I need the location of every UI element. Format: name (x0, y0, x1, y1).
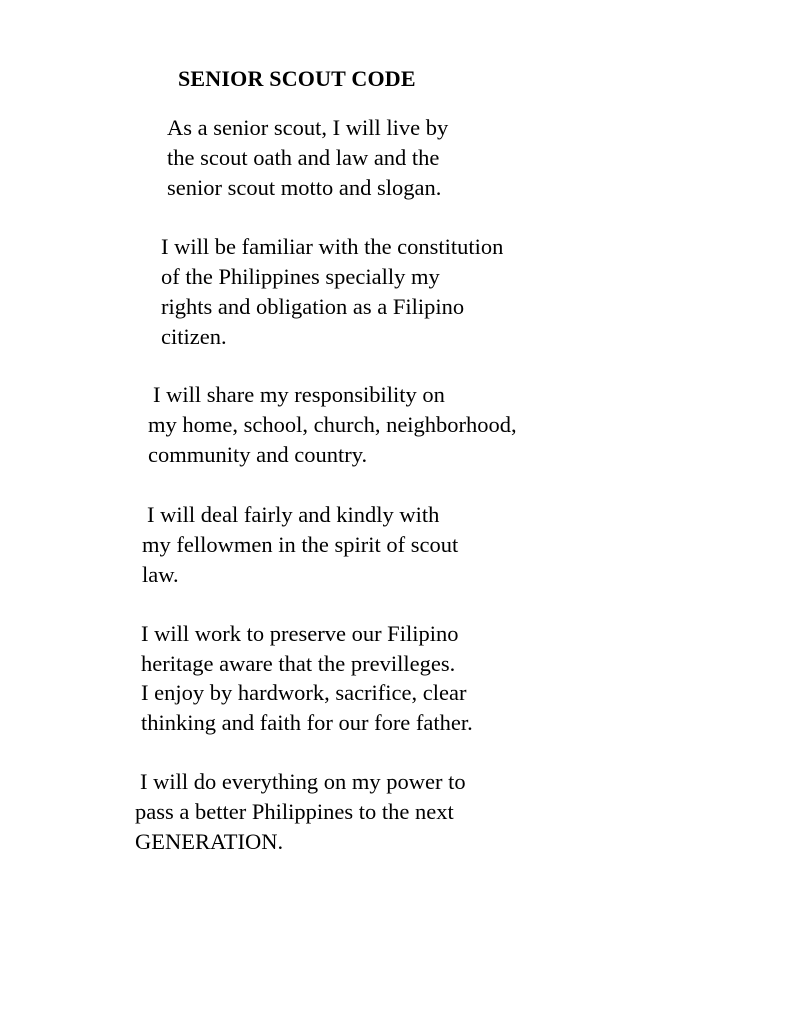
paragraph-5-line-4: thinking and faith for our fore father. (141, 710, 473, 735)
paragraph-1-line-3: senior scout motto and slogan. (167, 175, 442, 200)
paragraph-3-line-2: my home, school, church, neighborhood, (148, 412, 517, 437)
paragraph-1-line-2: the scout oath and law and the (167, 145, 440, 170)
paragraph-5-line-2: heritage aware that the previlleges. (141, 651, 456, 676)
paragraph-6-line-2: pass a better Philippines to the next (135, 799, 454, 824)
document-title: SENIOR SCOUT CODE (178, 66, 416, 91)
paragraph-6-line-1: I will do everything on my power to (140, 769, 466, 794)
paragraph-6-line-3: GENERATION. (135, 829, 284, 854)
paragraph-5-line-3: I enjoy by hardwork, sacrifice, clear (141, 680, 467, 705)
paragraph-1-line-1: As a senior scout, I will live by (167, 115, 449, 140)
paragraph-5-line-1: I will work to preserve our Filipino (141, 621, 459, 646)
paragraph-3-line-1: I will share my responsibility on (153, 382, 445, 407)
paragraph-2-line-4: citizen. (161, 324, 227, 349)
paragraph-2-line-1: I will be familiar with the constitution (161, 234, 504, 259)
paragraph-4-line-3: law. (142, 562, 179, 587)
paragraph-4-line-2: my fellowmen in the spirit of scout (142, 532, 459, 557)
paragraph-3-line-3: community and country. (148, 442, 368, 467)
paragraph-2-line-2: of the Philippines specially my (161, 264, 440, 289)
paragraph-2-line-3: rights and obligation as a Filipino (161, 294, 465, 319)
paragraph-4-line-1: I will deal fairly and kindly with (147, 502, 440, 527)
